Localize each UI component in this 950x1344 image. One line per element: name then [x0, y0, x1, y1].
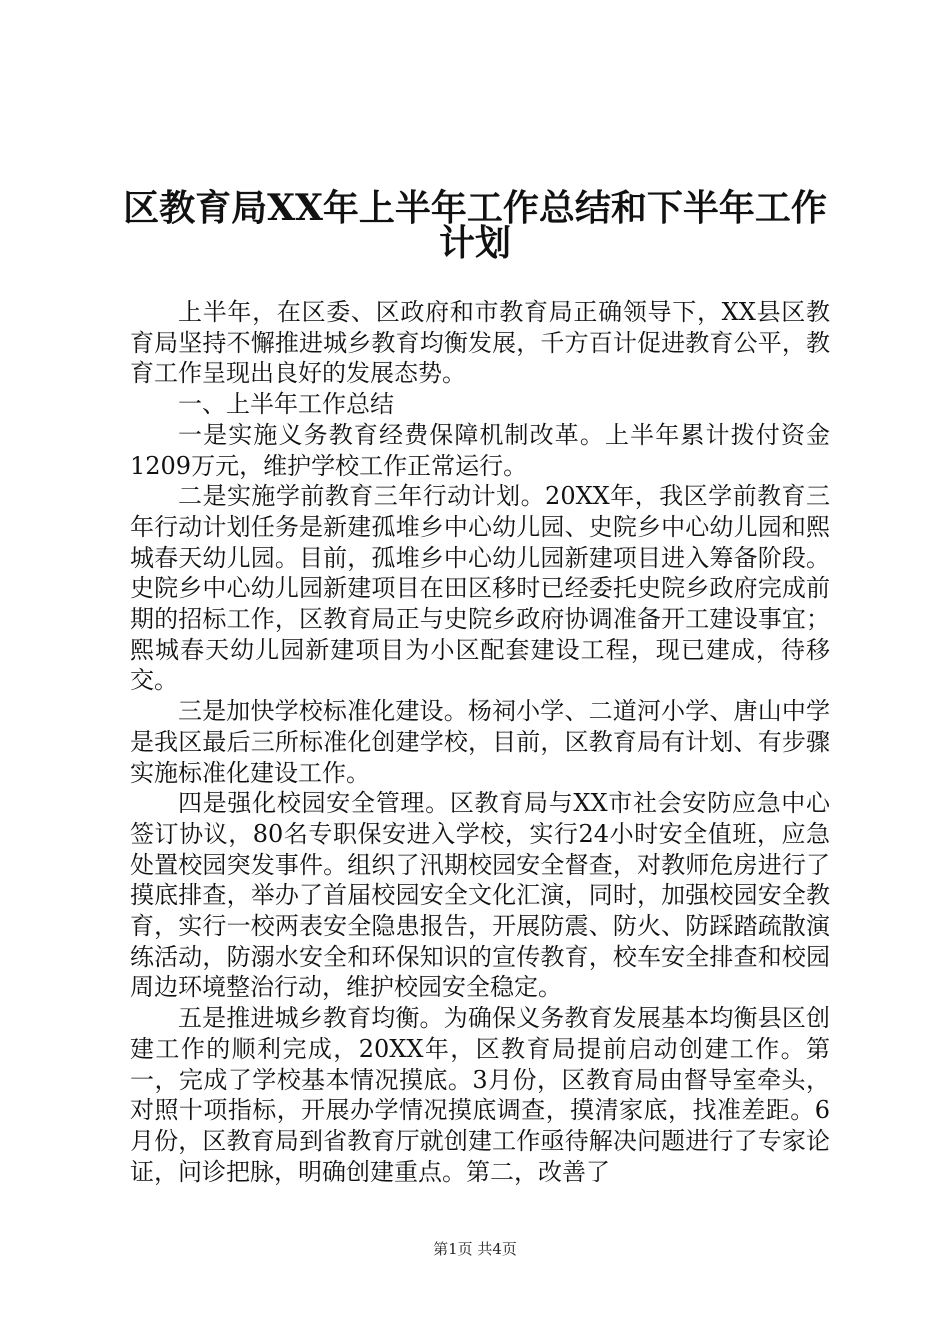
page-number-footer: 第1页 共4页: [433, 1240, 517, 1258]
section-heading: 一、上半年工作总结: [178, 390, 394, 419]
document-title-line-1: 区教育局XX年上半年工作总结和下半年工作: [123, 187, 827, 229]
paragraph-item-4: 四是强化校园安全管理。区教育局与XX市社会安防应急中心签订协议，80名专职保安进入学校，实行24小时安全值班，应急处置校园突发事件。组织了汛期校园安全督查，对教师危房进行了摸底排查，举办了首届校园安全文化汇演，同时，加强校园安全教育，实行一校两表安全隐患报告，开展防震、防火、防踩踏疏散演练活动，防溺水安全和环保知识的宣传教育，校车安全排查和校园周边环境整治行动，维护校园安全稳定。: [130, 789, 830, 1002]
paragraph-item-3: 三是加快学校标准化建设。杨祠小学、二道河小学、唐山中学是我区最后三所标准化创建学校，目前，区教育局有计划、有步骤实施标准化建设工作。: [130, 697, 830, 787]
paragraph-item-1: 一是实施义务教育经费保障机制改革。上半年累计拨付资金1209万元，维护学校工作正常运行。: [130, 420, 830, 480]
paragraph-item-5: 五是推进城乡教育均衡。为确保义务教育发展基本均衡县区创建工作的顺利完成，20XX年，区教育局提前启动创建工作。第一，完成了学校基本情况摸底。3月份，区教育局由督导室牵头，对照十项指标，开展办学情况摸底调查，摸清家底，找准差距。6月份，区教育局到省教育厅就创建工作亟待解决问题进行了专家论证，问诊把脉，明确创建重点。第二，改善了: [130, 1004, 830, 1186]
document-title-line-2: 计划: [438, 222, 511, 264]
paragraph-item-2: 二是实施学前教育三年行动计划。20XX年，我区学前教育三年行动计划任务是新建孤堆乡中心幼儿园、史院乡中心幼儿园和熙城春天幼儿园。目前，孤堆乡中心幼儿园新建项目进入筹备阶段。史院乡中心幼儿园新建项目在田区移时已经委托史院乡政府完成前期的招标工作，区教育局正与史院乡政府协调准备开工建设事宜；熙城春天幼儿园新建项目为小区配套建设工程，现已建成，待移交。: [130, 482, 830, 695]
document-body: [130, 297, 830, 1187]
paragraph-intro: 上半年，在区委、区政府和市教育局正确领导下，XX县区教育局坚持不懈推进城乡教育均衡发展，千方百计促进教育公平，教育工作呈现出良好的发展态势。: [130, 298, 830, 388]
